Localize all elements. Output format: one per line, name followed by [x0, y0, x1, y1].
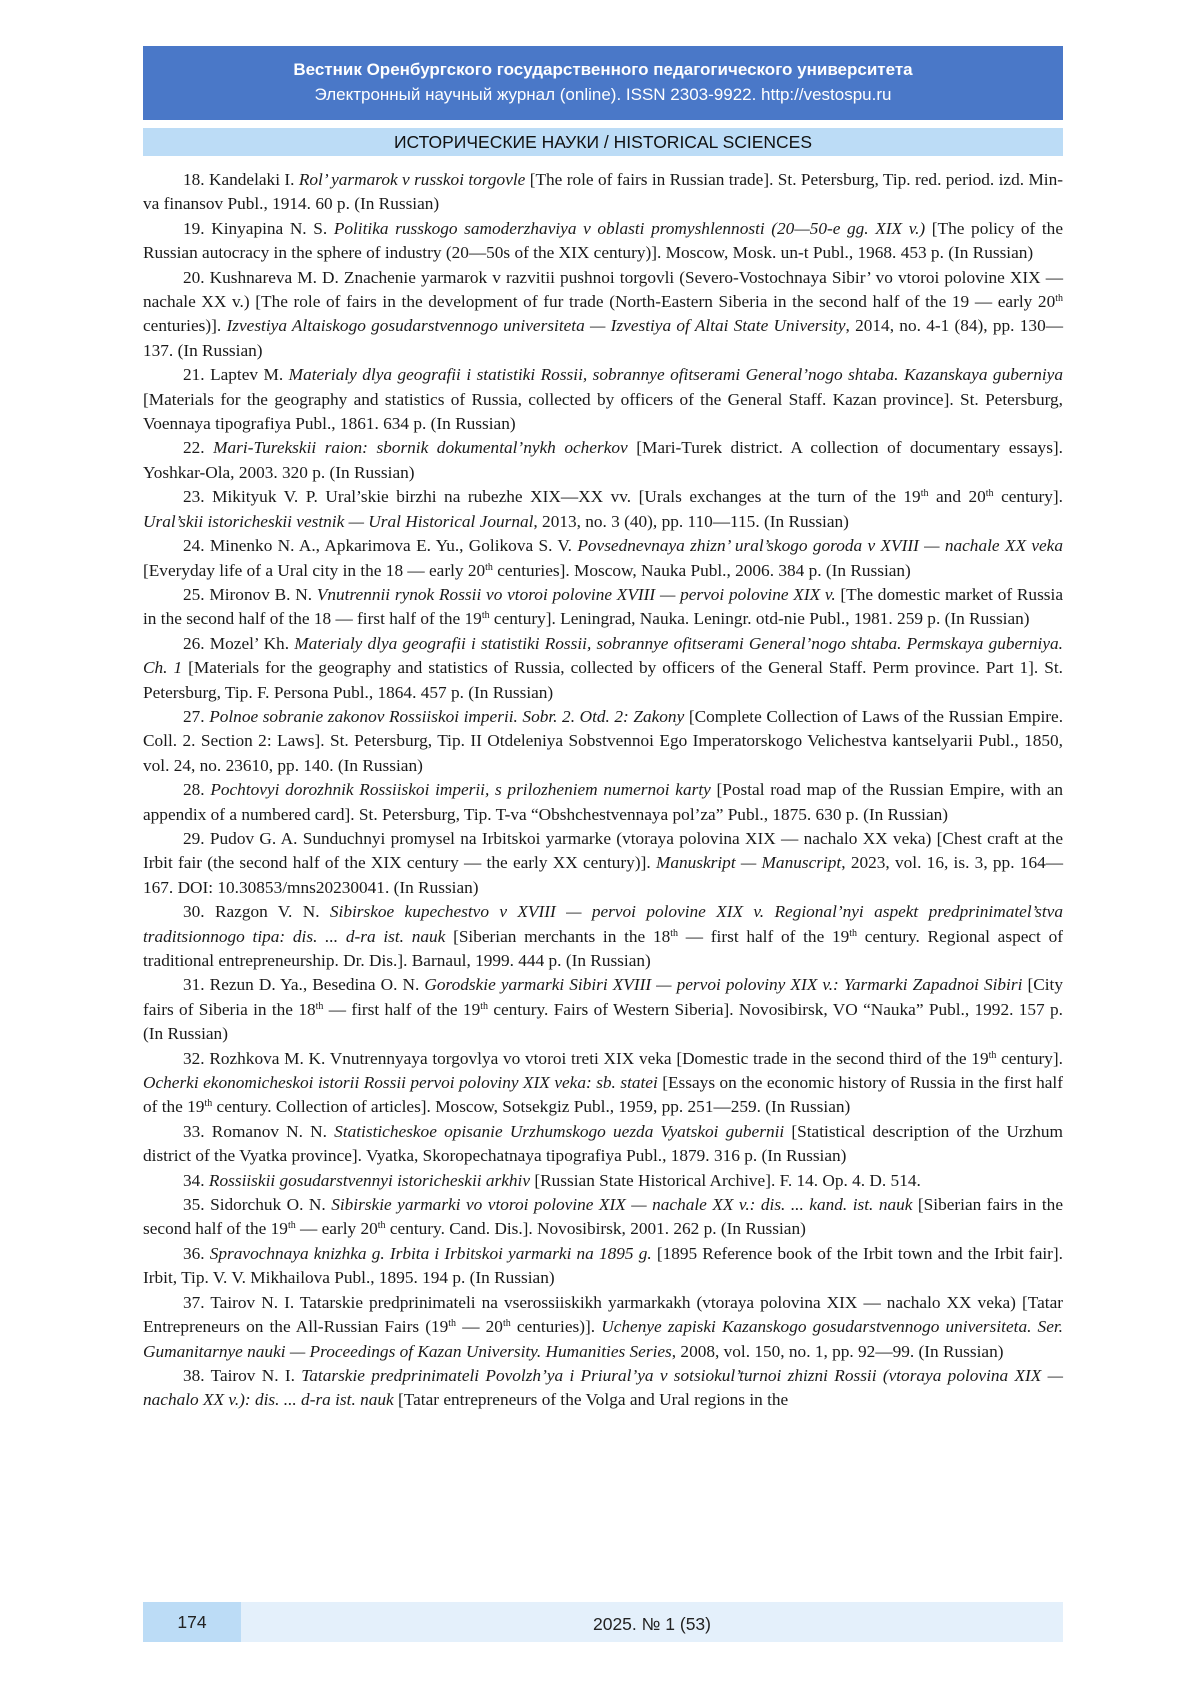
- ordinal-suffix: th: [985, 488, 994, 500]
- reference-text: century].: [996, 1048, 1063, 1068]
- reference-title: Ural’skii istoricheskii vestnik — Ural Historical Journal: [143, 511, 534, 531]
- reference-text: , 2014, no. 4-1 (84), pp. 130—137. (In Russian): [143, 316, 1063, 360]
- ordinal-suffix: th: [287, 1220, 296, 1232]
- reference-title: Statisticheskoe opisanie Urzhumskogo uezda Vyatskoi gubernii: [334, 1121, 785, 1141]
- reference-title: Uchenye zapiski Kazanskogo gosudarstvennogo universiteta. Ser. Gumanitarnye nauki — Proceedings of Kazan University. Humanities Series: [143, 1317, 1063, 1361]
- reference-item: [143, 266, 1063, 364]
- ordinal-suffix: th: [502, 1318, 511, 1330]
- reference-title: Materialy dlya geografii i statistiki Rossii, sobrannye ofitserami General’nogo shtaba. Permskaya guberniya. Ch. 1: [143, 633, 1063, 678]
- reference-text: 18. Kandelaki I.: [183, 170, 299, 189]
- reference-text: , 2008, vol. 150, no. 1, pp. 92—99. (In Russian): [671, 1341, 1004, 1361]
- reference-text: [Mari-Turek district. A collection of documentary essays]. Yoshkar-Ola, 2003. 320 p. (In Russian): [143, 438, 1063, 482]
- ordinal-suffix: th: [485, 561, 493, 573]
- reference-text: 22.: [183, 438, 214, 458]
- ordinal-suffix: th: [670, 927, 679, 939]
- reference-title: Vnutrennii rynok Rossii vo vtoroi polovine XVIII — pervoi polovine XIX v.: [316, 584, 836, 604]
- reference-text: [Everyday life of a Ural city in the 18 — early 20: [143, 560, 486, 580]
- reference-text: [The domestic market of Russia in the second half of the 18 — first half of the 19: [143, 584, 1063, 629]
- reference-title: Sibirskie yarmarki vo vtoroi polovine XIX — nachale XX v.: dis. ... kand. ist. nauk: [331, 1195, 913, 1215]
- reference-item: [143, 632, 1063, 705]
- reference-text: 34.: [183, 1170, 209, 1190]
- reference-item: [143, 1169, 1063, 1193]
- reference-text: centuries]. Moscow, Nauka Publ., 2006. 384 p. (In Russian): [492, 560, 911, 580]
- ordinal-suffix: th: [988, 1049, 997, 1061]
- reference-text: and 20: [928, 487, 986, 507]
- journal-header: [143, 46, 1063, 120]
- reference-text: century]. Leningrad, Nauka. Leningr. otd-nie Publ., 1981. 259 p. (In Russian): [489, 609, 1030, 629]
- reference-text: 38. Tairov N. I.: [183, 1365, 302, 1385]
- page-footer: [143, 1602, 1063, 1642]
- reference-title: Rol’ yarmarok v russkoi torgovle: [298, 170, 526, 189]
- reference-title: Sibirskoe kupechestvo v XVIII — pervoi polovine XIX v. Regional’nyi aspekt predprinimatel’stva traditsionnogo tipa: dis. ... d-ra ist. nauk: [143, 902, 1063, 946]
- reference-title: Materialy dlya geografii i statistiki Rossii, sobrannye ofitserami General’nogo shtaba. Kazanskaya guberniya: [288, 365, 1063, 385]
- reference-item: [143, 583, 1063, 632]
- reference-text: century. Cand. Dis.]. Novosibirsk, 2001. 262 p. (In Russian): [385, 1219, 806, 1239]
- reference-text: [Siberian fairs in the second half of the 19: [143, 1195, 1063, 1239]
- reference-text: [Essays on the economic history of Russia in the first half of the 19: [143, 1073, 1063, 1117]
- reference-item: [143, 168, 1063, 217]
- ordinal-suffix: th: [849, 927, 858, 939]
- ordinal-suffix: th: [204, 1098, 213, 1110]
- reference-text: [The role of fairs in Russian trade]. St. Petersburg, Tip. red. period. izd. Min-va finansov Publ., 1914. 60 p. (In Russian): [143, 170, 1064, 214]
- reference-text: [Tatar entrepreneurs of the Volga and Ural regions in the: [393, 1390, 789, 1410]
- reference-item: [143, 900, 1063, 973]
- reference-text: 31. Rezun D. Ya., Besedina O. N.: [183, 975, 425, 995]
- reference-text: [The policy of the Russian autocracy in the sphere of industry (20—50s of the XIX century)]. Moscow, Mosk. un-t Publ., 1968. 453 p. (In Russian): [143, 218, 1063, 263]
- reference-text: centuries)].: [143, 316, 227, 336]
- reference-text: [Russian State Historical Archive]. F. 14. Op. 4. D. 514.: [530, 1170, 921, 1190]
- ordinal-suffix: th: [1055, 293, 1063, 305]
- reference-item: [143, 217, 1063, 266]
- ordinal-suffix: th: [377, 1220, 386, 1232]
- reference-title: Rossiiskii gosudarstvennyi istoricheskii arkhiv: [208, 1170, 531, 1190]
- reference-title: Povsednevnaya zhizn’ ural’skogo goroda v XVIII — nachale XX veka: [577, 536, 1063, 556]
- reference-item: [143, 778, 1063, 827]
- reference-text: [Complete Collection of Laws of the Russian Empire. Coll. 2. Section 2: Laws]. St. Petersburg, Tip. II Otdeleniya Sobstvennoi Ego Imperatorskogo Velichestva kantselyarii Publ., 1850, vol. 24, no. 23610, pp. 140. (In Russian): [143, 706, 1064, 775]
- reference-text: 23. Mikityuk V. P. Ural’skie birzhi na rubezhe XIX—XX vv. [Urals exchanges at the turn of the 19: [183, 487, 921, 507]
- reference-text: [Postal road map of the Russian Empire, with an appendix of a numbered card]. St. Petersburg, Tip. T-va “Obshchestvennaya pol’za” Publ., 1875. 630 p. (In Russian): [143, 780, 1064, 824]
- reference-text: [Materials for the geography and statistics of Russia, collected by officers of the General Staff. Kazan province]. St. Petersburg, Voennaya tipografiya Publ., 1861. 634 p. (In Russian): [143, 389, 1063, 434]
- reference-text: — first half of the 19: [678, 926, 850, 946]
- reference-title: Gorodskie yarmarki Sibiri XVIII — pervoi poloviny XIX v.: Yarmarki Zapadnoi Sibiri: [424, 975, 1023, 995]
- journal-subtitle: Электронный научный журнал (online). ISSN 2303-9922. http://vestospu.ru: [314, 85, 892, 104]
- reference-title: Polnoe sobranie zakonov Rossiiskoi imperii. Sobr. 2. Otd. 2: Zakony: [209, 706, 685, 726]
- reference-title: Tatarskie predprinimateli Povolzh’ya i Priural’ya v sotsiokul’turnoi zhizni Rossii (vtoraya polovina XIX — nachalo XX v.): dis. ... d-ra ist. nauk: [143, 1365, 1063, 1410]
- reference-text: 21. Laptev M.: [183, 365, 289, 385]
- reference-item: [143, 1242, 1063, 1291]
- reference-title: Ocherki ekonomicheskoi istorii Rossii pervoi poloviny XIX veka: sb. statei: [143, 1073, 658, 1093]
- reference-title: Izvestiya Altaiskogo gosudarstvennogo universiteta — Izvestiya of Altai State University: [226, 316, 846, 336]
- reference-title: Spravochnaya knizhka g. Irbita i Irbitskoi yarmarki na 1895 g.: [209, 1243, 652, 1263]
- issue-label: 2025. № 1 (53): [592, 1614, 711, 1634]
- reference-text: century].: [993, 487, 1063, 507]
- page-number: 174: [143, 1602, 241, 1642]
- reference-text: 37. Tairov N. I. Tatarskie predprinimateli na vserossiiskikh yarmarkakh (vtoraya polovina XIX — nachalo XX veka) [Tatar Entrepreneurs on the All-Russian Fairs (19: [143, 1292, 1063, 1337]
- reference-text: 36.: [183, 1243, 210, 1263]
- reference-item: [143, 534, 1063, 583]
- reference-item: [143, 1364, 1063, 1413]
- reference-text: , 2013, no. 3 (40), pp. 110—115. (In Russian): [533, 511, 849, 531]
- reference-text: 24. Minenko N. A., Apkarimova E. Yu., Golikova S. V.: [183, 536, 578, 556]
- reference-item: [143, 363, 1063, 436]
- reference-item: [143, 705, 1063, 778]
- reference-text: 28.: [183, 780, 211, 800]
- ordinal-suffix: th: [448, 1318, 457, 1330]
- reference-text: 25. Mironov B. N.: [183, 584, 317, 604]
- reference-text: , 2023, vol. 16, is. 3, pp. 164—167. DOI: 10.30853/mns20230041. (In Russian): [143, 853, 1064, 897]
- reference-text: [1895 Reference book of the Irbit town and the Irbit fair]. Irbit, Tip. V. V. Mikhailova Publ., 1895. 194 p. (In Russian): [143, 1243, 1063, 1288]
- reference-text: 29. Pudov G. A. Sunduchnyi promysel na Irbitskoi yarmarke (vtoraya polovina XIX — nachalo XX veka) [Chest craft at the Irbit fair (the second half of the XIX century — the early XX century)].: [143, 828, 1063, 873]
- ordinal-suffix: th: [315, 1000, 324, 1012]
- ordinal-suffix: th: [480, 1000, 488, 1012]
- reference-title: Politika russkogo samoderzhaviya v oblasti promyshlennosti (20—50-e gg. XIX v.): [333, 218, 926, 238]
- section-heading: ИСТОРИЧЕСКИЕ НАУКИ / HISTORICAL SCIENCES: [143, 128, 1063, 156]
- reference-item: [143, 1291, 1063, 1364]
- reference-text: 35. Sidorchuk O. N.: [183, 1195, 332, 1215]
- ordinal-suffix: th: [920, 488, 929, 500]
- reference-text: [Materials for the geography and statistics of Russia, collected by officers of the General Staff. Perm province. Part 1]. St. Petersburg, Tip. F. Persona Publ., 1864. 457 p. (In Russian): [143, 658, 1063, 702]
- reference-item: [143, 973, 1063, 1046]
- reference-text: [Siberian merchants in the 18: [445, 926, 671, 946]
- reference-text: — 20: [456, 1317, 503, 1337]
- reference-text: 32. Rozhkova M. K. Vnutrennyaya torgovlya vo vtoroi treti XIX veka [Domestic trade in the second third of the 19: [183, 1048, 989, 1068]
- reference-item: [143, 436, 1063, 485]
- reference-text: — early 20: [295, 1219, 378, 1239]
- reference-text: [Statistical description of the Urzhum district of the Vyatka province]. Vyatka, Skoropechatnaya tipografiya Publ., 1879. 316 p. (In Russian): [143, 1121, 1063, 1166]
- reference-title: Pochtovyi dorozhnik Rossiiskoi imperii, s prilozheniem numernoi karty: [210, 780, 711, 800]
- reference-item: [143, 1047, 1063, 1120]
- reference-text: [City fairs of Siberia in the 18: [143, 975, 1063, 1019]
- journal-title: Вестник Оренбургского государственного педагогического университета: [293, 60, 913, 79]
- reference-text: 27.: [183, 706, 210, 726]
- reference-text: 33. Romanov N. N.: [183, 1121, 335, 1141]
- reference-text: century. Regional aspect of traditional entrepreneurship. Dr. Dis.]. Barnaul, 1999. 444 p. (In Russian): [143, 926, 1063, 970]
- reference-text: — first half of the 19: [323, 999, 481, 1019]
- reference-title: Manuskript — Manuscript: [655, 853, 842, 873]
- reference-title: Mari-Turekskii raion: sbornik dokumental’nykh ocherkov: [213, 438, 628, 458]
- reference-list: [143, 168, 1063, 1413]
- reference-text: 19. Kinyapina N. S.: [183, 218, 334, 238]
- reference-text: century. Collection of articles]. Moscow, Sotsekgiz Publ., 1959, pp. 251—259. (In Russian): [212, 1097, 851, 1117]
- reference-item: [143, 827, 1063, 900]
- reference-item: [143, 1120, 1063, 1169]
- reference-text: 30. Razgon V. N.: [183, 902, 330, 922]
- reference-text: century. Fairs of Western Siberia]. Novosibirsk, VO “Nauka” Publ., 1992. 157 p. (In Russian): [143, 999, 1063, 1044]
- reference-text: 26. Mozel’ Kh.: [183, 633, 295, 653]
- reference-item: [143, 1193, 1063, 1242]
- ordinal-suffix: th: [481, 610, 490, 622]
- reference-text: 20. Kushnareva M. D. Znachenie yarmarok v razvitii pushnoi torgovli (Severo-Vostochnaya Sibir’ vo vtoroi polovine XIX — nachale XX v.) [The role of fairs in the development of fur trade (North-Eastern Siberia in the second half of the 19 — early 20: [143, 267, 1063, 312]
- reference-item: [143, 485, 1063, 534]
- reference-text: centuries)].: [510, 1317, 602, 1337]
